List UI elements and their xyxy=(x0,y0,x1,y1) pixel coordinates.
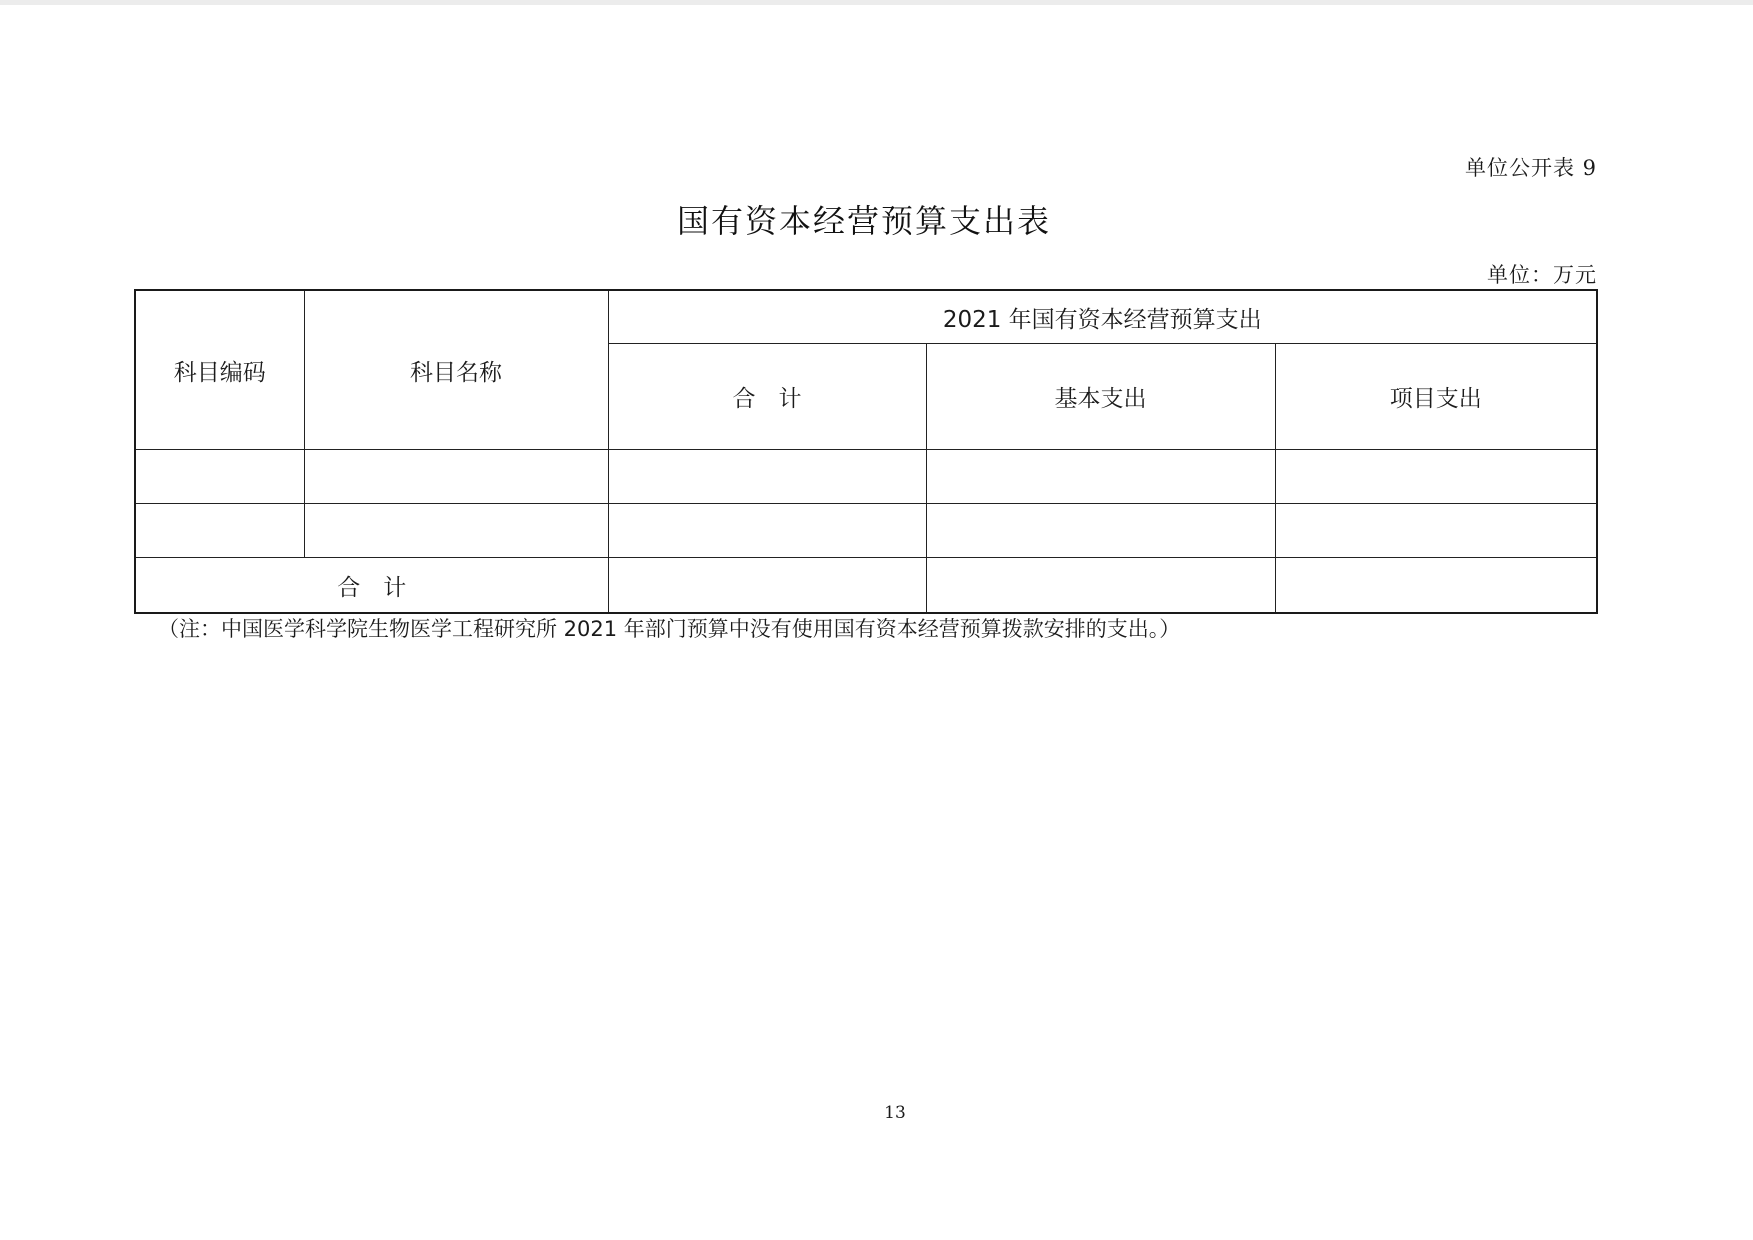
cell-code xyxy=(135,504,304,558)
unit-label: 单位：万元 xyxy=(1487,263,1597,287)
column-header-code: 科目编码 xyxy=(135,290,304,450)
total-row xyxy=(135,558,1597,614)
budget-table xyxy=(134,289,1598,614)
cell-basic xyxy=(926,450,1275,504)
table-header xyxy=(135,290,1597,450)
cell-project xyxy=(1275,504,1597,558)
form-number: 单位公开表 9 xyxy=(1464,156,1597,180)
scan-top-edge xyxy=(0,0,1753,5)
column-header-basic: 基本支出 xyxy=(926,344,1275,450)
cell-total xyxy=(608,504,926,558)
cell-name xyxy=(304,504,608,558)
footnote: （注：中国医学科学院生物医学工程研究所 2021 年部门预算中没有使用国有资本经营预算拨款安排的支出。） xyxy=(158,617,1181,641)
cell-total xyxy=(608,450,926,504)
page-title: 国有资本经营预算支出表 xyxy=(676,202,1051,240)
cell-total-sum xyxy=(608,558,926,614)
total-row-label: 合 计 xyxy=(135,558,608,614)
cell-basic-sum xyxy=(926,558,1275,614)
table-body xyxy=(135,450,1597,614)
cell-name xyxy=(304,450,608,504)
cell-code xyxy=(135,450,304,504)
table-row xyxy=(135,504,1597,558)
page-number: 13 xyxy=(884,1103,906,1123)
column-group-header: 2021 年国有资本经营预算支出 xyxy=(608,290,1597,344)
column-header-project: 项目支出 xyxy=(1275,344,1597,450)
cell-project-sum xyxy=(1275,558,1597,614)
header-row-1 xyxy=(135,290,1597,344)
column-header-name: 科目名称 xyxy=(304,290,608,450)
cell-project xyxy=(1275,450,1597,504)
cell-basic xyxy=(926,504,1275,558)
table-row xyxy=(135,450,1597,504)
column-header-total: 合 计 xyxy=(608,344,926,450)
